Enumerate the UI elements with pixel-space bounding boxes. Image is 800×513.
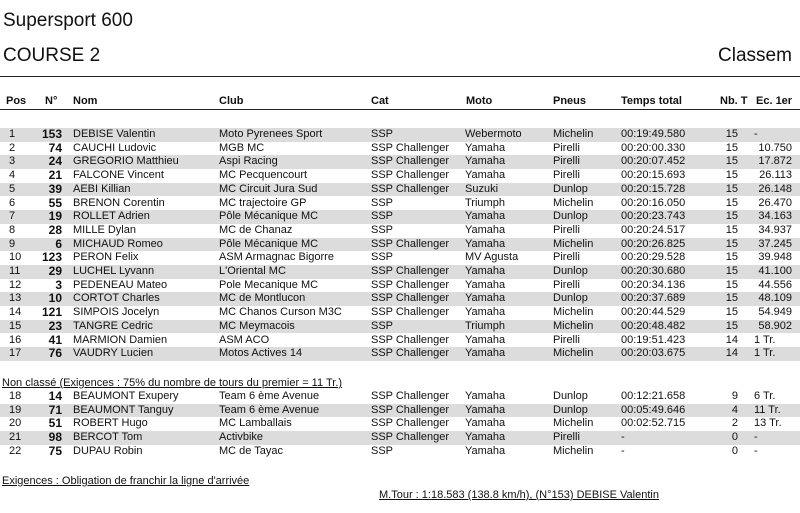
cell-pos: 4 [9,169,16,182]
cell-club: MC Lamballais [219,417,292,430]
cell-name: VAUDRY Lucien [73,347,154,360]
cell-number: 123 [41,250,62,265]
table-row [0,183,800,197]
cell-category: SSP Challenger [371,333,450,346]
cell-total-time: - [621,444,625,457]
cell-moto: Yamaha [465,141,506,154]
cell-tyres: Pirelli [553,333,580,346]
championship-title: Supersport 600 [3,10,133,31]
cell-club: MGB MC [219,141,265,154]
cell-gap: 26.113 [759,169,792,182]
table-row [0,404,800,418]
cell-club: MC Pecquencourt [219,169,308,182]
cell-pos: 6 [9,196,16,209]
cell-moto: Yamaha [465,390,506,402]
cell-category: SSP [371,251,394,264]
cell-number: 3 [55,277,62,292]
cell-pos: 3 [9,155,16,168]
col-pneus: Pneus [553,95,587,107]
cell-gap: - [754,128,758,140]
cell-category: SSP Challenger [371,265,450,277]
cell-club: MC de Chanaz [219,223,293,236]
table-row [0,155,800,169]
cell-club: Aspi Racing [219,155,278,168]
table-row [0,210,800,224]
cell-total-time: 00:20:24.517 [621,223,686,236]
cell-number: 98 [48,430,62,445]
cell-moto: Yamaha [465,292,506,305]
table-row [0,292,800,306]
cell-gap: 26.148 [758,182,792,195]
cell-laps: 15 [725,265,738,277]
col-temps: Temps total [621,95,682,107]
table-row [0,128,800,142]
table-row [0,169,800,183]
cell-laps: 15 [725,306,738,319]
cell-category: SSP Challenger [371,169,450,182]
col-moto: Moto [466,95,493,107]
cell-tyres: Pirelli [553,169,580,182]
cell-tyres: Michelin [553,444,594,457]
cell-club: ASM ACO [219,333,270,346]
cell-total-time: 00:05:49.646 [621,403,686,416]
cell-name: PERON Felix [73,251,139,264]
cell-total-time: 00:20:00.330 [621,141,686,154]
cell-club: MC de Tayac [219,444,283,457]
title-divider [0,76,800,77]
cell-moto: Yamaha [465,333,506,346]
cell-gap: 6 Tr. [754,390,776,402]
cell-number: 121 [41,305,62,320]
cell-pos: 12 [9,278,22,291]
cell-name: DEBISE Valentin [73,128,156,140]
cell-tyres: Michelin [553,417,594,430]
table-row [0,251,800,265]
table-row [0,417,800,431]
cell-pos: 10 [9,251,22,264]
report-title: Classem [718,45,792,66]
cell-category: SSP [371,128,394,140]
cell-name: FALCONE Vincent [73,169,164,182]
cell-pos: 18 [9,390,22,402]
cell-total-time: 00:19:51.423 [621,333,686,346]
cell-number: 28 [48,222,62,237]
cell-gap: 17.872 [758,155,792,168]
cell-category: SSP Challenger [371,431,450,444]
cell-name: BEAUMONT Tanguy [73,403,174,416]
cell-category: SSP Challenger [371,306,450,319]
cell-laps: 0 [731,444,738,457]
cell-total-time: 00:20:37.689 [621,292,686,305]
cell-category: SSP [371,223,394,236]
cell-category: SSP Challenger [371,417,450,430]
cell-moto: Suzuki [465,182,499,195]
cell-number: 153 [41,127,62,141]
cell-number: 29 [48,264,62,278]
cell-laps: 15 [725,141,738,154]
cell-number: 6 [55,236,62,251]
cell-club: MC Circuit Jura Sud [219,182,318,195]
cell-laps: 15 [725,278,738,291]
cell-laps: 15 [725,155,738,168]
cell-number: 75 [48,443,62,458]
table-row [0,334,800,348]
cell-name: CORTOT Charles [73,292,160,305]
cell-laps: 15 [725,169,738,182]
cell-pos: 19 [9,403,22,416]
cell-name: PEDENEAU Mateo [73,278,168,291]
cell-tyres: Michelin [553,306,594,319]
cell-name: ROLLET Adrien [73,210,150,223]
cell-laps: 15 [725,196,738,209]
cell-club: MC Chanos Curson M3C [219,306,342,319]
cell-pos: 22 [9,444,22,457]
table-row [0,445,800,459]
cell-moto: Triumph [465,319,505,332]
cell-number: 74 [48,140,62,155]
cell-tyres: Michelin [553,319,594,332]
cell-total-time: 00:20:03.675 [621,347,686,360]
cell-moto: Triumph [465,196,505,209]
cell-pos: 11 [9,265,21,277]
cell-category: SSP [371,319,394,332]
cell-tyres: Michelin [553,196,594,209]
cell-laps: 2 [731,417,738,430]
cell-pos: 2 [9,141,16,154]
cell-tyres: Dunlop [553,182,588,195]
cell-pos: 17 [9,347,22,360]
cell-gap: 11 Tr. [754,403,781,416]
cell-moto: Yamaha [465,265,506,277]
cell-category: SSP Challenger [371,347,450,360]
cell-laps: 15 [725,128,738,140]
cell-total-time: 00:02:52.715 [621,417,686,430]
cell-name: TANGRE Cedric [73,319,153,332]
cell-number: 51 [48,416,62,431]
cell-moto: Yamaha [465,417,506,430]
cell-moto: Yamaha [465,431,506,444]
cell-laps: 4 [731,403,738,416]
cell-total-time: 00:19:49.580 [621,128,686,140]
cell-tyres: Dunlop [553,210,588,223]
cell-category: SSP Challenger [371,155,450,168]
cell-gap: 10.750 [758,141,792,154]
cell-total-time: 00:20:30.680 [621,265,686,277]
cell-pos: 16 [9,333,22,346]
cell-tyres: Michelin [553,128,594,140]
cell-gap: - [754,444,758,457]
cell-name: ROBERT Hugo [73,417,148,430]
cell-moto: Yamaha [465,155,506,168]
col-num: N° [45,95,58,107]
cell-moto: Yamaha [465,278,506,291]
cell-tyres: Pirelli [553,141,580,154]
cell-moto: Yamaha [465,403,506,416]
cell-number: 21 [48,168,62,183]
cell-laps: 0 [731,431,738,444]
cell-name: GREGORIO Matthieu [73,155,179,168]
cell-laps: 14 [725,333,738,346]
cell-tyres: Pirelli [553,278,580,291]
cell-gap: 41.100 [758,265,792,277]
cell-laps: 15 [725,237,738,250]
cell-category: SSP Challenger [371,237,450,250]
cell-moto: Yamaha [465,169,506,182]
cell-laps: 15 [725,292,738,305]
cell-pos: 13 [9,292,22,305]
cell-laps: 15 [725,210,738,223]
cell-total-time: 00:20:07.452 [621,155,686,168]
cell-gap: 54.949 [758,306,792,319]
cell-moto: MV Agusta [465,251,519,264]
cell-pos: 9 [9,237,16,250]
cell-moto: Yamaha [465,210,506,223]
cell-tyres: Dunlop [553,265,588,277]
cell-category: SSP Challenger [371,278,450,291]
cell-name: DUPAU Robin [73,444,143,457]
cell-tyres: Pirelli [553,223,580,236]
cell-pos: 21 [9,431,22,444]
cell-pos: 5 [9,182,16,195]
table-row [0,197,800,211]
cell-number: 23 [48,318,62,333]
col-laps: Nb. T [720,95,748,107]
cell-gap: 39.948 [758,251,792,264]
cell-number: 41 [48,332,62,347]
cell-category: SSP [371,210,394,223]
cell-club: ASM Armagnac Bigorre [219,251,334,264]
cell-name: MICHAUD Romeo [73,237,163,250]
col-nom: Nom [73,95,98,107]
cell-gap: 13 Tr. [754,417,782,430]
cell-pos: 15 [9,319,22,332]
cell-laps: 15 [725,319,738,332]
cell-total-time: 00:20:16.050 [621,196,686,209]
cell-number: 24 [48,154,62,169]
table-row [0,142,800,156]
cell-gap: 34.163 [758,210,792,223]
cell-name: BEAUMONT Exupery [73,390,179,402]
col-club: Club [219,95,244,107]
cell-laps: 9 [731,390,738,402]
cell-club: Pôle Mécanique MC [219,237,319,250]
cell-gap: 58.902 [758,319,792,332]
col-cat: Cat [371,95,389,107]
cell-total-time: 00:20:15.693 [621,169,686,182]
cell-gap: 48.109 [758,292,792,305]
cell-club: Team 6 ème Avenue [219,390,320,402]
cell-club: Motos Actives 14 [219,347,303,360]
cell-total-time: 00:20:23.743 [621,210,686,223]
cell-category: SSP Challenger [371,141,450,154]
cell-pos: 7 [9,210,16,223]
cell-name: AEBI Killian [73,182,131,195]
cell-moto: Yamaha [465,237,506,250]
cell-tyres: Dunlop [553,390,588,402]
table-row [0,347,800,361]
cell-gap: 37.245 [758,237,792,250]
cell-category: SSP [371,196,394,209]
cell-gap: 44.556 [758,278,792,291]
cell-club: Pole Mecanique MC [219,278,319,291]
table-row [0,279,800,293]
cell-tyres: Pirelli [553,155,580,168]
cell-laps: 15 [725,223,738,236]
cell-name: SIMPOIS Jocelyn [73,306,160,319]
cell-number: 14 [48,389,62,403]
table-row [0,265,800,279]
cell-number: 76 [48,346,62,361]
cell-club: Moto Pyrenees Sport [219,128,323,140]
cell-number: 71 [48,402,62,417]
cell-number: 19 [48,209,62,224]
cell-club: Activbike [219,431,264,444]
table-row [0,306,800,320]
cell-tyres: Dunlop [553,403,588,416]
table-row [0,431,800,445]
cell-moto: Yamaha [465,347,506,360]
cell-total-time: 00:12:21.658 [621,390,686,402]
cell-pos: 20 [9,417,22,430]
cell-tyres: Dunlop [553,292,588,305]
table-row [0,238,800,252]
cell-pos: 8 [9,223,16,236]
cell-laps: 15 [725,251,738,264]
cell-club: Team 6 ème Avenue [219,403,320,416]
cell-moto: Webermoto [465,128,522,140]
cell-total-time: 00:20:29.528 [621,251,686,264]
cell-pos: 14 [9,306,22,319]
cell-club: L'Oriental MC [219,265,286,277]
cell-total-time: 00:20:48.482 [621,319,686,332]
best-lap-note: M.Tour : 1:18.583 (138.8 km/h), (N°153) DEBISE Valentin [379,489,659,501]
cell-total-time: 00:20:34.136 [621,278,686,291]
col-pos: Pos [6,95,27,107]
header-divider [0,109,800,110]
cell-tyres: Michelin [553,237,594,250]
cell-gap: 1 Tr. [754,333,776,346]
cell-moto: Yamaha [465,306,506,319]
cell-total-time: 00:20:26.825 [621,237,686,250]
table-row [0,320,800,334]
cell-club: MC Meymacois [219,319,295,332]
cell-name: MARMION Damien [73,333,168,346]
cell-number: 55 [48,195,62,210]
cell-gap: 34.937 [758,223,792,236]
cell-club: MC trajectoire GP [219,196,307,209]
cell-name: BRENON Corentin [73,196,165,209]
cell-category: SSP Challenger [371,390,450,402]
cell-number: 10 [48,291,62,306]
cell-number: 39 [48,181,62,196]
cell-name: CAUCHI Ludovic [73,141,157,154]
cell-moto: Yamaha [465,223,506,236]
table-row [0,390,800,404]
cell-tyres: Michelin [553,347,594,360]
cell-gap: 1 Tr. [754,347,776,360]
cell-name: LUCHEL Lyvann [73,265,155,277]
cell-name: MILLE Dylan [73,223,136,236]
cell-gap: - [754,431,758,444]
requirement-note: Exigences : Obligation de franchir la ligne d'arrivée [2,475,250,487]
race-title: COURSE 2 [3,45,101,66]
cell-club: Pôle Mécanique MC [219,210,319,223]
cell-moto: Yamaha [465,444,506,457]
cell-name: BERCOT Tom [73,431,143,444]
cell-category: SSP Challenger [371,292,450,305]
table-row [0,224,800,238]
cell-category: SSP [371,444,394,457]
cell-tyres: Pirelli [553,431,580,444]
cell-laps: 15 [725,182,738,195]
cell-tyres: Pirelli [553,251,580,264]
cell-category: SSP Challenger [371,182,450,195]
cell-pos: 1 [9,128,16,140]
cell-total-time: - [621,431,625,444]
cell-total-time: 00:20:15.728 [621,182,686,195]
cell-club: MC de Montlucon [219,292,306,305]
col-gap: Ec. 1er [756,95,793,107]
non-classified-title: Non classé (Exigences : 75% du nombre de tours du premier = 11 Tr.) [2,377,343,389]
cell-total-time: 00:20:44.529 [621,306,686,319]
cell-gap: 26.470 [758,196,792,209]
cell-laps: 14 [725,347,738,360]
cell-category: SSP Challenger [371,403,450,416]
